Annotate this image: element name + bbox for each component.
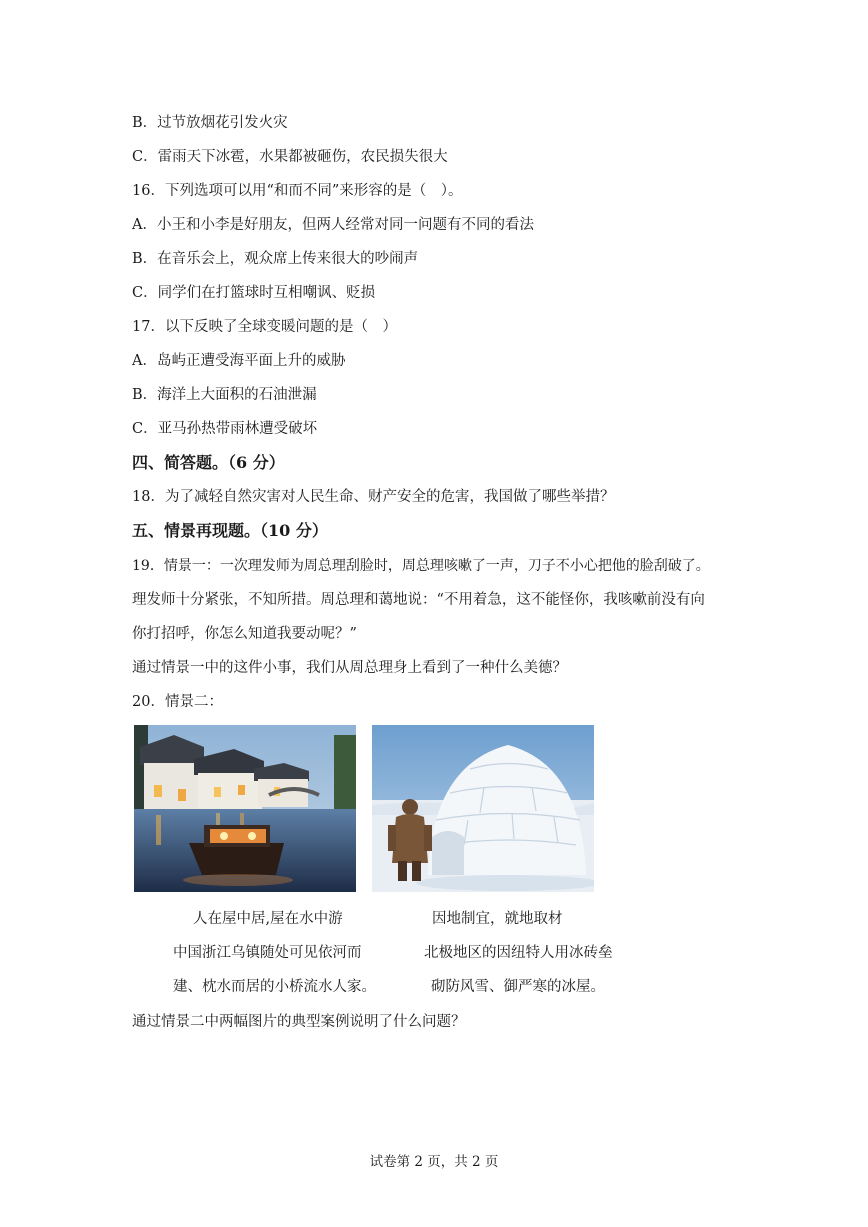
- q17-option-c: C．亚马孙热带雨林遭受破坏: [132, 421, 318, 437]
- q20-question: 通过情景二中两幅图片的典型案例说明了什么问题？: [132, 1014, 466, 1030]
- caption-right-line3: 砌防风雪、御严寒的冰屋。: [431, 979, 605, 995]
- q19-question: 通过情景一中的这件小事，我们从周总理身上看到了一种什么美德？: [132, 660, 567, 676]
- page-footer: 试卷第 2 页，共 2 页: [369, 1154, 499, 1170]
- q19-line2: 理发师十分紧张，不知所措。周总理和蔼地说：“不用着急，这不能怪你，我咳嗽前没有向: [132, 592, 705, 608]
- caption-right-line1: 因地制宜，就地取材: [432, 911, 563, 927]
- q16-option-b: B．在音乐会上，观众席上传来很大的吵闹声: [132, 251, 419, 267]
- caption-right-line2: 北极地区的因纽特人用冰砖垒: [424, 945, 613, 961]
- section5-heading: 五、情景再现题。（10 分）: [132, 521, 328, 540]
- q20-stem: 20．情景二：: [132, 694, 223, 710]
- wuzhen-water-town-image: [134, 725, 356, 892]
- arctic-igloo-image: [372, 725, 594, 892]
- q17-option-a: A．岛屿正遭受海平面上升的威胁: [132, 353, 346, 369]
- q15-option-b: B．过节放烟花引发火灾: [132, 115, 288, 131]
- q19-line3: 你打招呼，你怎么知道我要动呢？”: [132, 626, 357, 642]
- q16-option-a: A．小王和小李是好朋友，但两人经常对同一问题有不同的看法: [132, 217, 534, 233]
- q17-stem: 17．以下反映了全球变暖问题的是（ ）: [132, 319, 397, 335]
- q19-line1: 19．情景一：一次理发师为周总理刮脸时，周总理咳嗽了一声，刀子不小心把他的脸刮破了。: [132, 558, 710, 574]
- section4-heading: 四、简答题。（6 分）: [132, 453, 285, 472]
- caption-left-line2: 中国浙江乌镇随处可见依河而: [173, 945, 362, 961]
- q15-option-c: C．雷雨天下冰雹，水果都被砸伤，农民损失很大: [132, 149, 448, 165]
- caption-left-line1: 人在屋中居,屋在水中游: [193, 911, 343, 927]
- q18-stem: 18．为了减轻自然灾害对人民生命、财产安全的危害，我国做了哪些举措？: [132, 489, 615, 505]
- q16-option-c: C．同学们在打篮球时互相嘲讽、贬损: [132, 285, 376, 301]
- caption-left-line3: 建、枕水而居的小桥流水人家。: [173, 979, 376, 995]
- q17-option-b: B．海洋上大面积的石油泄漏: [132, 387, 317, 403]
- q16-stem: 16．下列选项可以用“和而不同”来形容的是（ ）。: [132, 183, 463, 199]
